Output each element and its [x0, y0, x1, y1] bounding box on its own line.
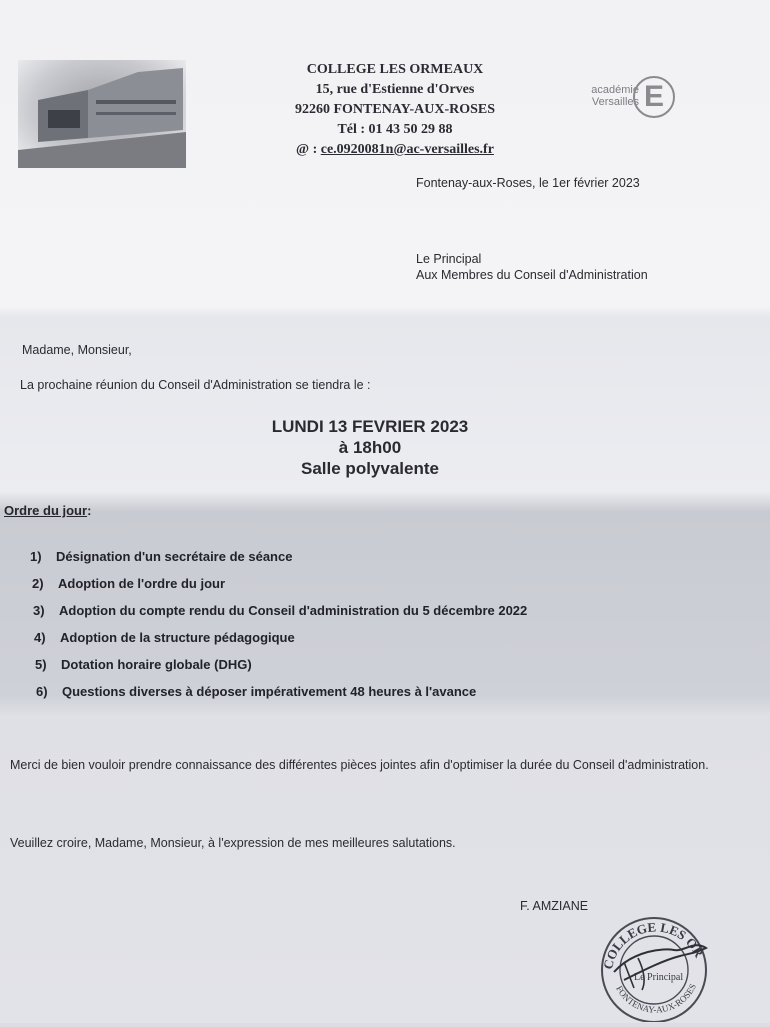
agenda-title	[4, 503, 91, 518]
agenda-item	[32, 576, 730, 603]
agenda-item	[30, 549, 730, 576]
svg-text:FONTENAY-AUX-ROSES	[614, 982, 698, 1015]
logo-line2: Versailles	[591, 96, 639, 108]
school-header	[270, 60, 520, 160]
closing-paragraph-1: Merci de bien vouloir prendre connaissance des différentes pièces jointes afin d'optimiser la durée du Conseil d'administration.	[10, 758, 709, 772]
agenda-item-number: 5)	[35, 657, 47, 672]
agenda-item-text: Dotation horaire globale (DHG)	[61, 657, 252, 672]
stamp-top-text: COLLEGE LES OR	[600, 919, 707, 971]
agenda-item	[33, 603, 730, 630]
logo-line1: académie	[591, 84, 639, 96]
agenda-item	[34, 630, 730, 657]
meeting-place: Salle polyvalente	[301, 459, 439, 478]
agenda-item-text: Adoption du compte rendu du Conseil d'administration du 5 décembre 2022	[59, 603, 528, 618]
agenda-item-text: Adoption de la structure pédagogique	[60, 630, 295, 645]
intro-text: La prochaine réunion du Conseil d'Administration se tiendra le :	[20, 378, 371, 392]
school-email: ce.0920081n@ac-versailles.fr	[320, 142, 494, 157]
agenda-item-text: Questions diverses à déposer impérativement 48 heures à l'avance	[62, 684, 477, 699]
meeting-date: LUNDI 13 FEVRIER 2023	[271, 417, 469, 436]
logo-letter-icon: E	[633, 76, 675, 118]
school-city: 92260 FONTENAY-AUX-ROSES	[294, 102, 496, 117]
agenda-item-number: 6)	[36, 684, 48, 699]
school-building-photo	[18, 60, 186, 168]
signature-name: F. AMZIANE	[520, 899, 589, 913]
agenda-title-colon: :	[87, 503, 92, 518]
school-street: 15, rue d'Estienne d'Orves	[315, 82, 475, 97]
agenda-title-text: Ordre du jour	[4, 503, 88, 518]
agenda-list	[30, 549, 730, 711]
recipient: Aux Membres du Conseil d'Administration	[416, 268, 648, 282]
closing-paragraph-2: Veuillez croire, Madame, Monsieur, à l'expression de mes meilleures salutations.	[10, 836, 456, 850]
agenda-item-text: Adoption de l'ordre du jour	[58, 576, 226, 591]
agenda-item-number: 3)	[33, 603, 45, 618]
date-line: Fontenay-aux-Roses, le 1er février 2023	[416, 176, 640, 190]
school-email-line	[270, 140, 520, 160]
meeting-details	[200, 416, 540, 479]
school-phone: Tél : 01 43 50 29 88	[337, 122, 453, 137]
agenda-item-text: Désignation d'un secrétaire de séance	[56, 549, 293, 564]
academie-versailles-logo	[585, 72, 685, 124]
agenda-item-number: 2)	[32, 576, 44, 591]
agenda-item-number: 4)	[34, 630, 46, 645]
agenda-item	[35, 657, 730, 684]
agenda-item-number: 1)	[30, 549, 42, 564]
salutation: Madame, Monsieur,	[22, 343, 132, 357]
stamp-bottom-text: FONTENAY-AUX-ROSES	[614, 982, 698, 1015]
meeting-time: à 18h00	[338, 438, 402, 457]
school-stamp	[594, 910, 714, 1022]
school-name: COLLEGE LES ORMEAUX	[306, 62, 484, 77]
sender: Le Principal	[416, 252, 482, 266]
agenda-item	[36, 684, 730, 711]
stamp-middle-text: Le Principal	[634, 972, 684, 983]
email-prefix: @ :	[296, 142, 318, 157]
